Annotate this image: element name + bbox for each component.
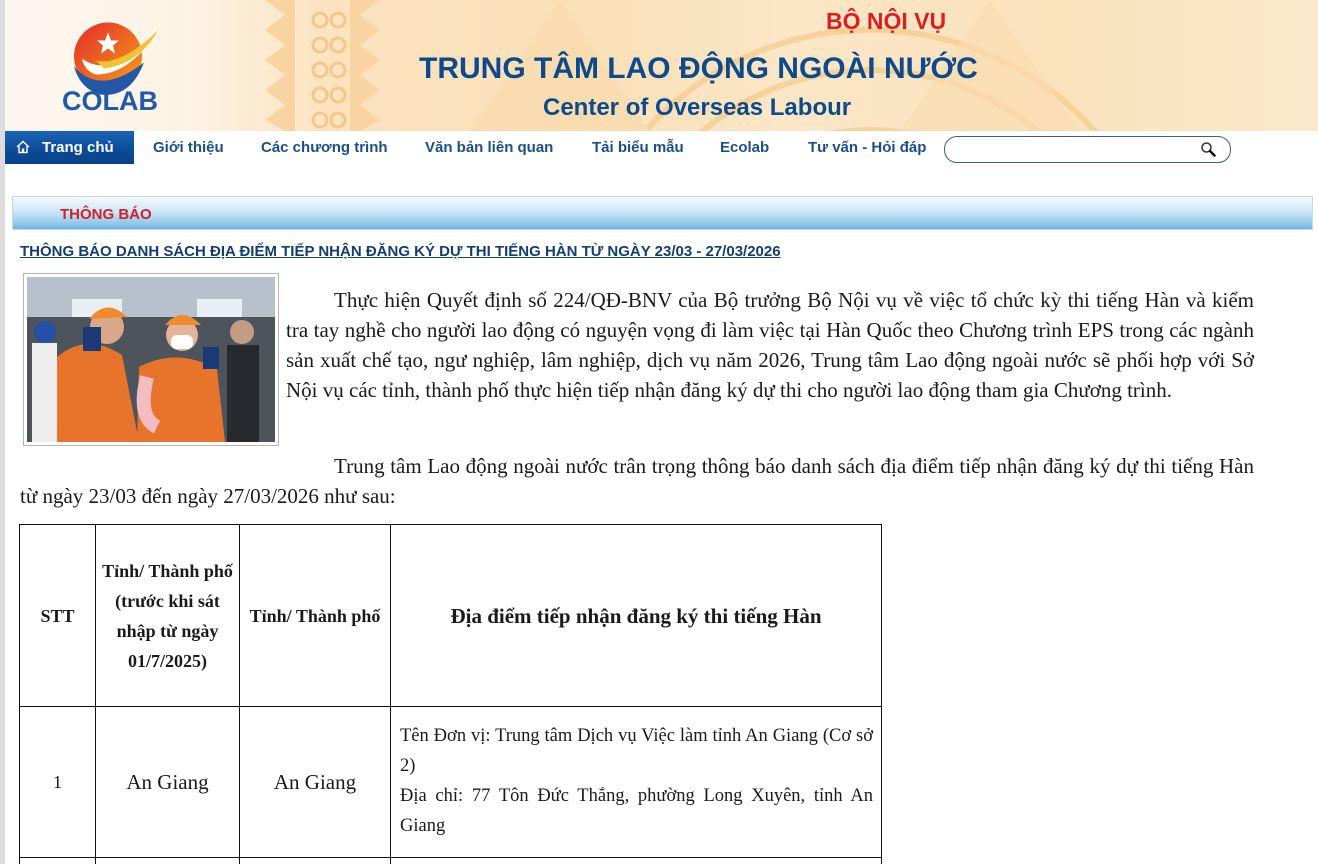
article-paragraph-2: Trung tâm Lao động ngoài nước trân trọng thông báo danh sách địa điểm tiếp nhận đăng ký dự thi tiếng Hàn từ ngày 23/03 đến ngày 27/03/2026 như sau: xyxy=(20,454,1254,508)
nav-item-ecolab[interactable]: Ecolab xyxy=(720,139,770,156)
table-row xyxy=(20,707,882,858)
col-header-location: Địa điểm tiếp nhận đăng ký thi tiếng Hàn xyxy=(391,525,882,707)
col-header-province: Tỉnh/ Thành phố xyxy=(240,525,391,707)
nav-item-programs[interactable]: Các chương trình xyxy=(261,139,388,156)
article-image xyxy=(27,277,275,442)
workers-photo-illustration xyxy=(27,277,275,442)
cell-stt: 1 xyxy=(20,707,96,858)
site-title: TRUNG TÂM LAO ĐỘNG NGOÀI NƯỚC xyxy=(419,52,978,85)
home-icon xyxy=(16,140,30,154)
nav-item-documents[interactable]: Văn bản liên quan xyxy=(425,139,554,156)
table-row xyxy=(20,858,882,864)
article-photo xyxy=(23,273,279,446)
logo-text: COLAB xyxy=(62,86,158,116)
col-header-old-province: Tỉnh/ Thành phố (trước khi sát nhập từ ngày 01/7/2025) xyxy=(96,525,240,707)
nav-item-home[interactable] xyxy=(5,131,134,164)
window-edge xyxy=(0,0,5,864)
col-header-stt: STT xyxy=(20,525,96,707)
cell-province: An Giang xyxy=(240,707,391,858)
unit-name: Tên Đơn vị: Trung tâm Dịch vụ Việc làm tỉnh An Giang (Cơ sở 2) xyxy=(400,726,873,776)
article-paragraph-1: Thực hiện Quyết định số 224/QĐ-BNV của Bộ trưởng Bộ Nội vụ về việc tổ chức kỳ thi tiếng Hàn và kiểm tra tay nghề cho người lao động có nguyện vọng đi làm việc tại Hàn Quốc theo Chương trình EPS trong các ngành sản xuất chế tạo, ngư nghiệp, lâm nghiệp, dịch vụ năm 2026, Trung tâm Lao động ngoài nước sẽ phối hợp với Sở Nội vụ các tỉnh, thành phố thực hiện tiếp nhận đăng ký dự thi cho người lao động tham gia Chương trình. xyxy=(286,288,1254,402)
search-icon[interactable] xyxy=(1200,141,1216,157)
section-label: THÔNG BÁO xyxy=(60,206,152,223)
unit-address: Địa chỉ: 77 Tôn Đức Thắng, phường Long Xuyên, tỉnh An Giang xyxy=(400,786,873,836)
section-header xyxy=(12,196,1313,230)
search-input[interactable] xyxy=(955,137,1195,161)
header-banner xyxy=(0,0,1318,131)
nav-item-faq[interactable]: Tư vấn - Hỏi đáp xyxy=(808,139,927,156)
table-header-row xyxy=(20,525,882,707)
nav-item-about[interactable]: Giới thiệu xyxy=(153,139,224,156)
locations-table xyxy=(19,524,882,864)
nav-label: Trang chủ xyxy=(42,139,114,156)
site-subtitle: Center of Overseas Labour xyxy=(543,94,852,121)
search-box xyxy=(944,136,1231,163)
cell-old-province: An Giang xyxy=(96,707,240,858)
nav-item-download-forms[interactable]: Tải biểu mẫu xyxy=(592,139,684,156)
ministry-name: BỘ NỘI VỤ xyxy=(826,8,947,34)
article-title-link[interactable]: THÔNG BÁO DANH SÁCH ĐỊA ĐIỂM TIẾP NHẬN ĐĂNG KÝ DỰ THI TIẾNG HÀN TỪ NGÀY 23/03 - 27/03/2026 xyxy=(20,243,781,260)
main-nav xyxy=(5,131,1318,164)
cell-location xyxy=(391,707,882,858)
